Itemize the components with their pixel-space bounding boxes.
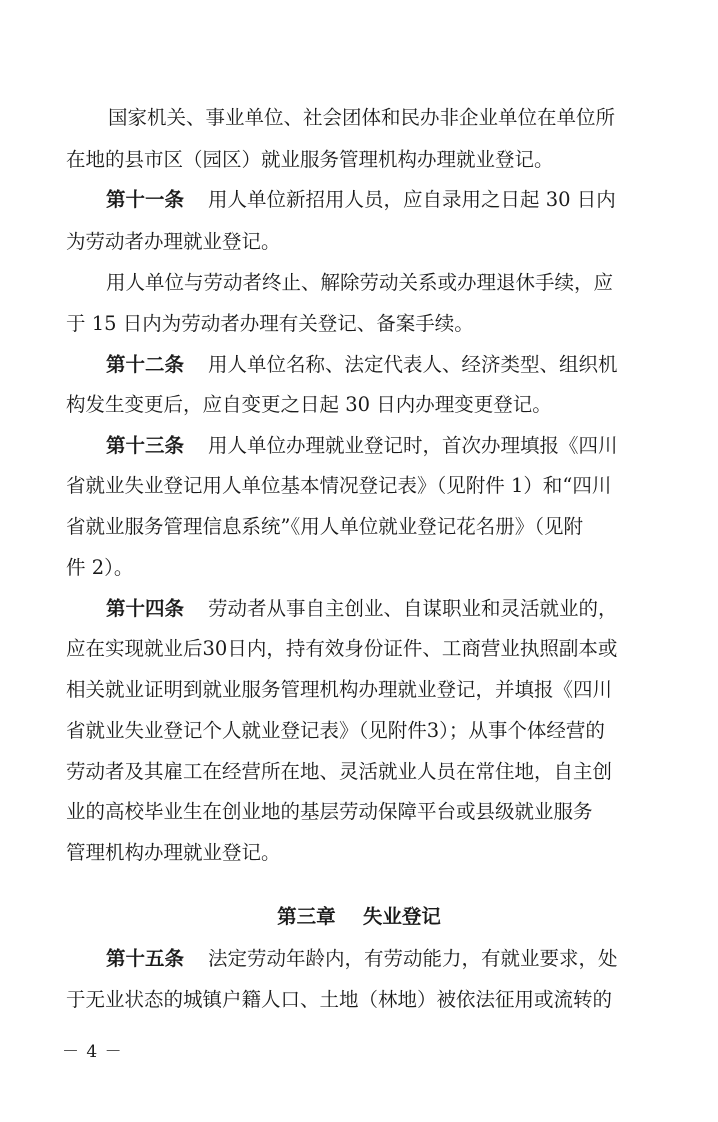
paragraph-line: 为劳动者办理就业登记。 — [66, 230, 281, 253]
paragraph-line: 于 15 日内为劳动者办理有关登记、备案手续。 — [66, 312, 474, 335]
article-heading: 第十四条 — [106, 597, 185, 620]
paragraph-line: 构发生变更后，应自变更之日起 30 日内办理变更登记。 — [66, 393, 552, 416]
chapter-heading: 第三章 失业登记 — [277, 905, 441, 928]
article-13 — [106, 432, 618, 460]
article-15 — [106, 945, 618, 973]
paragraph-text: 劳动者从事自主创业、自谋职业和灵活就业的， — [208, 597, 618, 620]
paragraph-line: 在地的县市区（园区）就业服务管理机构办理就业登记。 — [66, 148, 554, 171]
paragraph-line: 应在实现就业后30日内，持有效身份证件、工商营业执照副本或 — [66, 637, 618, 660]
article-heading: 第十三条 — [106, 434, 185, 457]
paragraph-text: 用人单位办理就业登记时，首次办理填报《四川 — [208, 434, 618, 457]
paragraph-line: 用人单位与劳动者终止、解除劳动关系或办理退休手续，应 — [106, 271, 614, 294]
paragraph-line: 省就业失业登记用人单位基本情况登记表》（见附件 1）和“四川 — [66, 474, 612, 497]
paragraph-line: 省就业失业登记个人就业登记表》（见附件3）；从事个体经营的 — [66, 719, 605, 742]
paragraph-line: 省就业服务管理信息系统”《用人单位就业登记花名册》（见附 — [66, 515, 583, 538]
paragraph-line: 劳动者及其雇工在经营所在地、灵活就业人员在常住地，自主创 — [66, 760, 613, 783]
paragraph-line: 于无业状态的城镇户籍人口、土地（林地）被依法征用或流转的 — [66, 988, 613, 1011]
article-heading: 第十二条 — [106, 353, 185, 376]
paragraph-text: 用人单位名称、法定代表人、经济类型、组织机 — [208, 353, 618, 376]
article-14 — [106, 595, 618, 623]
paragraph-text: 用人单位新招用人员，应自录用之日起 30 日内 — [208, 188, 616, 211]
page-number: － 4 － — [62, 1042, 123, 1062]
paragraph-line: 业的高校毕业生在创业地的基层劳动保障平台或县级就业服务 — [66, 800, 593, 823]
article-heading: 第十五条 — [106, 947, 185, 970]
paragraph-line: 相关就业证明到就业服务管理机构办理就业登记，并填报《四川 — [66, 678, 613, 701]
paragraph-text: 法定劳动年龄内，有劳动能力，有就业要求，处 — [208, 947, 618, 970]
paragraph-line: 国家机关、事业单位、社会团体和民办非企业单位在单位所 — [108, 106, 616, 129]
article-heading: 第十一条 — [106, 188, 185, 211]
article-11 — [106, 186, 616, 214]
article-12 — [106, 351, 618, 379]
paragraph-line: 管理机构办理就业登记。 — [66, 841, 281, 864]
paragraph-line: 件 2）。 — [66, 556, 134, 579]
